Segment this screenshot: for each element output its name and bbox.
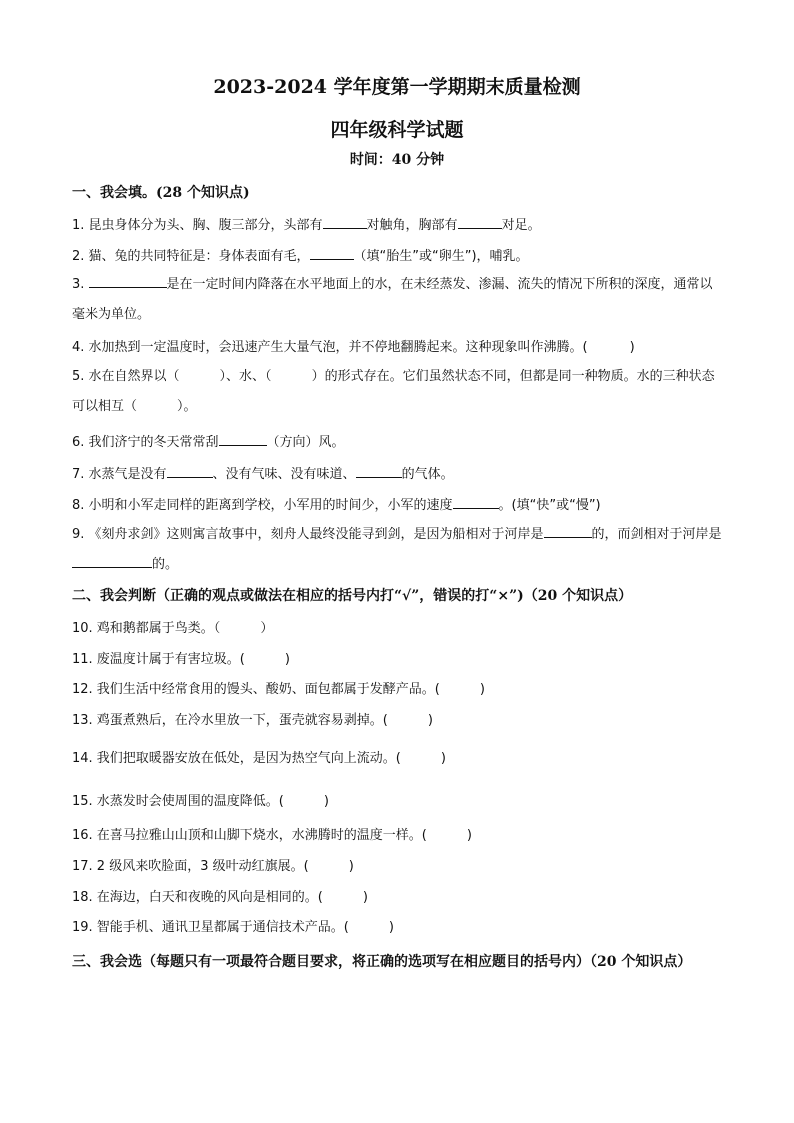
q5-text-a: 5. 水在自然界以（ (72, 369, 180, 384)
q2-text-b: （填“胎生”或“卵生”)，哺乳。 (353, 249, 529, 264)
judge-text: 13. 鸡蛋煮熟后，在冷水里放一下，蛋壳就容易剥掉。( (72, 713, 388, 728)
judge-item (72, 711, 433, 731)
q9-text-a: 9. 《刻舟求剑》这则寓言故事中，刻舟人最终没能寻到剑，是因为船相对于河岸是 (72, 527, 544, 542)
judge-close: ) (284, 652, 290, 667)
judge-text: 15. 水蒸发时会使周围的温度降低。( (72, 794, 284, 809)
answer-blank[interactable] (453, 494, 499, 509)
q1-text-b: 对触角，胸部有 (366, 218, 458, 233)
q7-text-c: 的气体。 (401, 467, 454, 482)
judge-item (72, 918, 394, 938)
judge-text: 18. 在海边，白天和夜晚的风向是相同的。( (72, 890, 323, 905)
judge-close: ) (479, 682, 485, 697)
judge-item (72, 857, 354, 877)
q3-text-a: 3. (72, 277, 89, 292)
question-6 (72, 431, 345, 453)
q3-text-b: 是在一定时间内降落在水平地面上的水，在未经蒸发、渗漏、流失的情况下所积的深度，通常以毫米为单位。 (72, 277, 713, 322)
answer-blank[interactable] (356, 463, 402, 478)
judge-item (72, 888, 368, 908)
section-1-heading: 一、我会填。(28 个知识点) (72, 185, 250, 201)
answer-blank[interactable] (89, 273, 167, 288)
judge-close: ) (388, 920, 394, 935)
q1-text-a: 1. 昆虫身体分为头、胸、腹三部分，头部有 (72, 218, 323, 233)
judge-item (72, 792, 329, 812)
answer-blank[interactable] (219, 431, 267, 446)
judge-item (72, 749, 446, 769)
judge-close: ) (323, 794, 329, 809)
q8-text-b: 。(填“快”或“慢”) (498, 498, 601, 513)
q6-text-a: 6. 我们济宁的冬天常常刮 (72, 435, 219, 450)
q7-text-b: 、没有气味、没有味道、 (212, 467, 356, 482)
section-2-heading: 二、我会判断（正确的观点或做法在相应的括号内打“√”，错误的打“×”)（20 个知识点） (72, 588, 633, 604)
judge-text: 11. 废温度计属于有害垃圾。( (72, 652, 245, 667)
q5-text-d: ）。 (177, 399, 197, 414)
judge-text: 19. 智能手机、通讯卫星都属于通信技术产品。( (72, 920, 349, 935)
judge-item (72, 826, 472, 846)
answer-blank[interactable] (323, 214, 367, 229)
question-5 (72, 362, 722, 422)
q4-text-a: 4. 水加热到一定温度时，会迅速产生大量气泡，并不停地翻腾起来。这种现象叫作沸腾。( (72, 340, 588, 355)
answer-blank[interactable] (458, 214, 502, 229)
judge-text: 14. 我们把取暖器安放在低处，是因为热空气向上流动。( (72, 751, 401, 766)
question-2 (72, 245, 529, 267)
judge-close: ) (362, 890, 368, 905)
q9-text-b: 的，而剑相对于河岸是 (591, 527, 722, 542)
section-3-heading: 三、我会选（每题只有一项最符合题目要求，将正确的选项写在相应题目的括号内）（20 个知识点） (72, 954, 692, 970)
judge-text: 10. 鸡和鹅都属于鸟类。（ (72, 621, 221, 636)
question-7 (72, 463, 454, 485)
question-4 (72, 338, 635, 358)
answer-blank[interactable] (167, 463, 213, 478)
answer-blank[interactable] (544, 523, 592, 538)
q7-text-a: 7. 水蒸气是没有 (72, 467, 167, 482)
q5-text-c: ）的形式存在。它们虽然状态不同，但都是同一种物质。水的三种状态可以相互（ (72, 369, 715, 414)
judge-close: ） (260, 621, 274, 636)
judge-close: ) (427, 713, 433, 728)
judge-close: ) (466, 828, 472, 843)
question-9 (72, 520, 722, 580)
question-3 (72, 270, 722, 330)
q4-text-b: ) (629, 340, 635, 355)
judge-close: ) (348, 859, 354, 874)
q2-text-a: 2. 猫、兔的共同特征是：身体表面有毛， (72, 249, 310, 264)
question-8 (72, 494, 601, 516)
judge-item (72, 650, 290, 670)
judge-text: 16. 在喜马拉雅山山顶和山脚下烧水，水沸腾时的温度一样。( (72, 828, 427, 843)
q5-text-b: ）、水、（ (219, 369, 272, 384)
q6-text-b: （方向）风。 (266, 435, 345, 450)
exam-time: 时间：40 分钟 (349, 152, 445, 168)
exam-subtitle: 四年级科学试题 (330, 119, 464, 141)
answer-blank[interactable] (72, 553, 152, 568)
judge-text: 17. 2 级风来吹脸面，3 级叶动红旗展。( (72, 859, 309, 874)
q1-text-c: 对足。 (501, 218, 541, 233)
q8-text-a: 8. 小明和小军走同样的距离到学校，小军用的时间少，小军的速度 (72, 498, 453, 513)
question-1 (72, 214, 541, 236)
judge-item (72, 680, 485, 700)
judge-text: 12. 我们生活中经常食用的馒头、酸奶、面包都属于发酵产品。( (72, 682, 440, 697)
answer-blank[interactable] (310, 245, 354, 260)
judge-close: ) (440, 751, 446, 766)
judge-item (72, 619, 273, 639)
q9-text-c: 的。 (152, 557, 179, 572)
exam-title: 2023-2024 学年度第一学期期末质量检测 (213, 76, 581, 98)
